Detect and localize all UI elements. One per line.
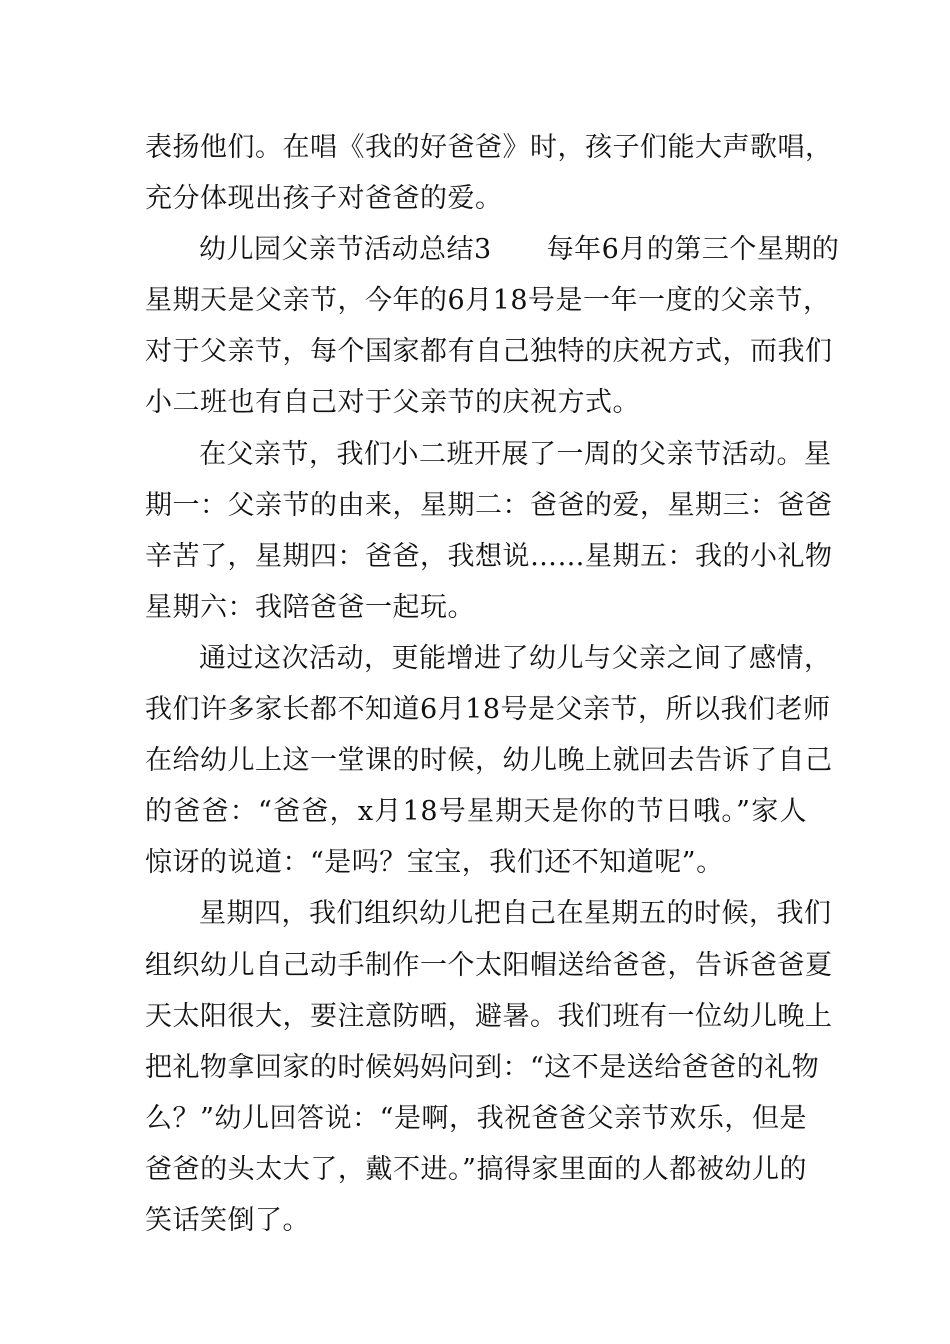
text-line: 我们许多家长都不知道6月18号是父亲节，所以我们老师 — [145, 694, 831, 726]
text-line: 星期天是父亲节，今年的6月18号是一年一度的父亲节， — [145, 285, 831, 317]
text-line: 对于父亲节，每个国家都有自己独特的庆祝方式，而我们 — [145, 336, 833, 368]
paragraph-start-line: 在父亲节，我们小二班开展了一周的父亲节活动。星 — [199, 438, 832, 470]
text-line: 把礼物拿回家的时候妈妈问到：“这不是送给爸爸的礼物 — [145, 1051, 820, 1083]
text-line: 么？”幼儿回答说：“是啊，我祝爸爸父亲节欢乐，但是 — [145, 1102, 807, 1134]
section-heading-line: 幼儿园父亲节活动总结3 每年6月的第三个星期的 — [199, 234, 840, 266]
text-line: 表扬他们。在唱《我的好爸爸》时，孩子们能大声歌唱， — [145, 132, 833, 163]
paragraph-start-line: 星期四，我们组织幼儿把自己在星期五的时候，我们 — [199, 898, 832, 930]
text-line: 笑话笑倒了。 — [145, 1204, 310, 1236]
text-line: 辛苦了，星期四：爸爸，我想说……星期五：我的小礼物 — [145, 540, 833, 572]
text-line: 星期六：我陪爸爸一起玩。 — [145, 591, 475, 623]
text-line: 惊讶的说道：“是吗？宝宝，我们还不知道呢”。 — [145, 847, 724, 879]
article-body — [145, 122, 840, 1246]
text-line: 期一：父亲节的由来，星期二：爸爸的爱，星期三：爸爸 — [145, 489, 833, 521]
paragraph-start-line: 通过这次活动，更能增进了幼儿与父亲之间了感情， — [199, 642, 832, 674]
text-line: 爸爸的头太大了，戴不进。”搞得家里面的人都被幼儿的 — [145, 1153, 807, 1185]
text-line: 小二班也有自己对于父亲节的庆祝方式。 — [145, 387, 640, 419]
text-line: 组织幼儿自己动手制作一个太阳帽送给爸爸，告诉爸爸夏 — [145, 949, 833, 981]
text-line: 充分体现出孩子对爸爸的爱。 — [145, 183, 503, 215]
text-line: 的爸爸：“爸爸，x月18号星期天是你的节日哦。”家人 — [145, 796, 807, 828]
text-line: 在给幼儿上这一堂课的时候，幼儿晚上就回去告诉了自己 — [145, 745, 833, 777]
text-line: 天太阳很大，要注意防晒，避暑。我们班有一位幼儿晚上 — [145, 1000, 833, 1032]
